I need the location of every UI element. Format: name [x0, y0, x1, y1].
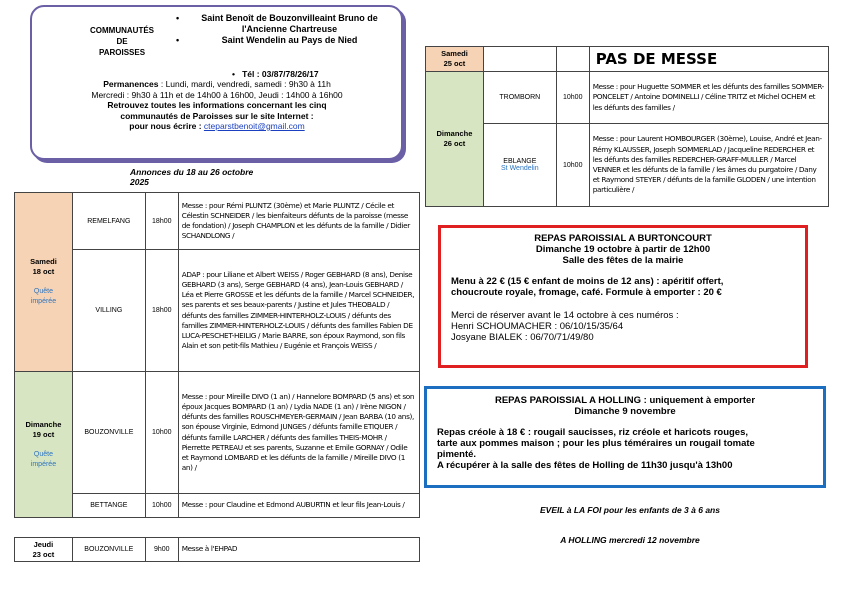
hour-cell: 10h00 — [145, 372, 178, 494]
place-cell: BETTANGE — [72, 494, 145, 518]
holling-meal-box: REPAS PAROISSIAL A HOLLING : uniquement à emporter Dimanche 9 novembre Repas créole à 18 € : rougail saucisses, riz créole et haricots rouges, tarte aux pommes maison ; pour les plus téméraires un rougail tomate pimenté. A récupérer à la salle des fêtes de Holling de 11h30 jusqu'à 13h00 — [424, 386, 826, 488]
parish-header-box — [30, 5, 403, 160]
day-cell-saturday: Samedi 18 oct Quête impérée — [15, 193, 73, 372]
communities-title: COMMUNAUTÉS DE PAROISSES — [90, 26, 154, 57]
hour-cell: 18h00 — [145, 193, 178, 250]
left-mass-schedule — [14, 192, 420, 518]
parish-item-1: • Saint Benoît de Bouzonvilleaint Bruno de — [182, 13, 397, 24]
place-cell: TROMBORN — [483, 72, 556, 124]
thursday-schedule — [14, 537, 420, 562]
parish-item-2: • Saint Wendelin au Pays de Nied — [182, 35, 397, 46]
burtoncourt-meal-box: REPAS PAROISSIAL A BURTONCOURT Dimanche 19 octobre à partir de 12h00 Salle des fêtes de la mairie Menu à 22 € (15 € enfant de moins de 12 ans) : apéritif offert, choucroute royale, fromage, café. Formule à emporter : 20 € Merci de réserver avant le 14 octobre à ces numéros : Henri SCHOUMACHER : 06/10/15/35/64 Josyane BIALEK : 06/70/71/49/80 — [438, 225, 808, 368]
mass-intentions: ADAP : pour Liliane et Albert WEISS / Roger GEBHARD (8 ans), Denise GEBHARD (3 ans), Serge GEBHARD (4 ans), Jean-Louis GEBHARD / Léa et Pierre GROSSE et les défunts de la famille / Marcel SCHNEIDER, ses parents et ses beaux-parents / Justine et Jules THEOBALD / défunts des familles ZIMMER-HINTERHOLZ-LOUIS / défunts des familles ZIMMER-HINTERHOLZ-LOUIS / défunts des familles Fabien DE LUCA-PESCHET-HEILIG / Marie BARRE, son époux Raymond, son fils Alain et son petit-fils Mathieu / Eugénie et François WEISS / — [178, 250, 419, 372]
place-cell: VILLING — [72, 250, 145, 372]
day-cell-sunday: Dimanche 19 oct Quête impérée — [15, 372, 73, 518]
day-cell-saturday: Samedi 25 oct — [426, 47, 484, 72]
mass-intentions: Messe à l'EHPAD — [178, 538, 419, 562]
place-cell: EBLANGE St Wendelin — [483, 124, 556, 207]
mass-intentions: Messe : pour Claudine et Edmond AUBURTIN et leur fils Jean-Louis / — [178, 494, 419, 518]
mass-intentions: Messe : pour Mireille DIVO (1 an) / Hannelore BOMPARD (5 ans) et son époux Jacques BOMPARD (1 an) / Lydia NADE (1 an) / Irène NIGON / défunts des familles ROUSCHMEYER-GERMAIN / Jean BARBA (10 ans), son épouse Virginie, Edmond JUNGES / défunts famille ETIQUER / défunts famille LARCHER / défunts des familles THEIS-MOHR / Pierrette PETREAU et ses parents, Suzanne et Emile GORNAY / Odile et Raymond LOMBARD et les défunts de la famille / Mireille DIVO (1 an) / — [178, 372, 419, 494]
no-mass-label: PAS DE MESSE — [589, 47, 828, 72]
eveil-foi-note: EVEIL à LA FOI pour les enfants de 3 à 6 ans — [540, 505, 720, 515]
hour-cell: 9h00 — [145, 538, 178, 562]
mass-intentions: Messe : pour Laurent HOMBOURGER (30ème), Louise, André et Jean-Rémy KLAUSSER, Joseph SOMMERLAD / Jacqueline REDERCHER et les défunts des familles REDERCHER-GRAFF-MULLER / Marcel VENNER et les défunts de la famille / les âmes du purgatoire / Dany et Raymond STEYER / défunts de la famille GLODEN / une intention particulière / — [589, 124, 828, 207]
day-cell-sunday: Dimanche 26 oct — [426, 72, 484, 207]
place-cell: BOUZONVILLE — [72, 538, 145, 562]
parish-list: • Saint Benoît de Bouzonvilleaint Bruno de l'Ancienne Chartreuse • Saint Wendelin au Pays de Nied — [182, 13, 397, 46]
place-cell: REMELFANG — [72, 193, 145, 250]
day-cell-thursday: Jeudi 23 oct — [15, 538, 73, 562]
mass-intentions: Messe : pour Rémi PLUNTZ (30ème) et Marie PLUNTZ / Cécile et Célestin SCHNEIDER / les bienfaiteurs défunts de la paroisse (messe de fondation) / Joseph CHAMPLON et les défunts de la famille / Didier SCHANDLONG / — [178, 193, 419, 250]
event-title: REPAS PAROISSIAL A HOLLING : uniquement à emporter — [494, 395, 756, 406]
holling-date-note: A HOLLING mercredi 12 novembre — [560, 535, 700, 545]
mass-intentions: Messe : pour Huguette SOMMER et les défunts des familles SOMMER-PONCELET / Antoine DOMINELLI / Céline TRITZ et Michel OCHEM et les défunts des familles / — [589, 72, 828, 124]
hour-cell: 18h00 — [145, 250, 178, 372]
office-hours: Permanences : Lundi, mardi, vendredi, samedi : 9h30 à 11h Mercredi : 9h30 à 11h et de 14h00 à 16h00, Jeudi : 14h00 à 16h00 Retrouvez toutes les informations concernant les cinq communautés de Paroisses sur le site Internet : pour nous écrire : cteparstbenoit@gmail.com — [91, 79, 343, 131]
announcements-period: Annonces du 18 au 26 octobre 2025 — [130, 167, 254, 187]
hour-cell: 10h00 — [145, 494, 178, 518]
hour-cell: 10h00 — [556, 124, 589, 207]
right-mass-schedule — [425, 46, 829, 207]
contact-2: Josyane BIALEK : 06/70/71/49/80 — [451, 332, 594, 343]
place-cell: BOUZONVILLE — [72, 372, 145, 494]
phone-number: • Tél : 03/87/78/26/17 — [232, 69, 319, 79]
menu-line: Menu à 22 € (15 € enfant de moins de 12 ans) : apéritif offert, — [451, 276, 724, 287]
hour-cell: 10h00 — [556, 72, 589, 124]
email-link[interactable]: cteparstbenoit@gmail.com — [203, 121, 305, 131]
contact-1: Henri SCHOUMACHER : 06/10/15/35/64 — [451, 321, 624, 332]
event-title: REPAS PAROISSIAL A BURTONCOURT — [534, 233, 712, 244]
